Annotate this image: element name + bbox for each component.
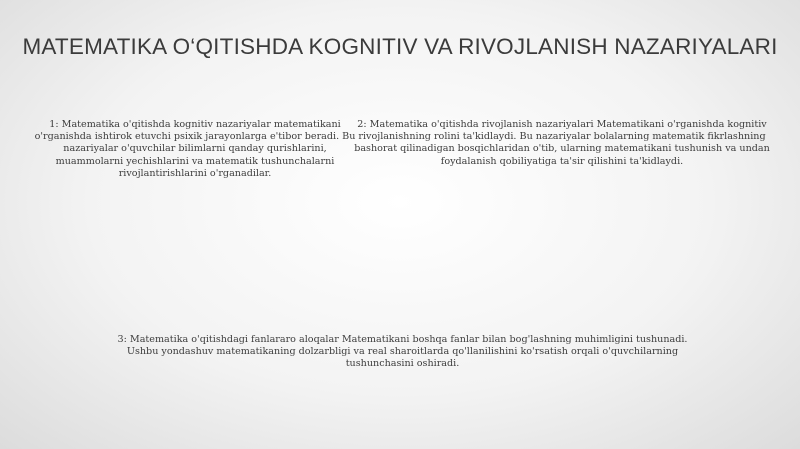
paragraph-interdisciplinary-links: 3: Matematika o'qitishdagi fanlararo aloqalar Matematikani boshqa fanlar bilan bog'lashning muhimligini tushunadi. Ushbu yondashuv matematikaning dolzarbligi va real sharoitlarda qo'llanilishini ko'rsatish orqali o'quvchilarning tushunchasini oshiradi. [117,334,688,370]
paragraph-cognitive-theories: 1: Matematika o'qitishda kognitiv nazariyalar matematikani o'rganishda ishtirok etuvchi psixik jarayonlarga e'tibor beradi. Bu nazariyalar o'quvchilar bilimlarni qanday qurishlarini, muammolarni yechishlarini va matematik tushunchalarni rivojlantirishlarini o'rganadilar. [34,119,356,179]
paragraph-developmental-theories: 2: Matematika o'qitishda rivojlanish nazariyalari Matematikani o'rganishda kognitiv rivojlanishning rolini ta'kidlaydi. Bu nazariyalar bolalarning matematik fikrlashning bashorat qilinadigan bosqichlaridan o'tib, ularning matematikani tushunish va undan foydalanish qobiliyatiga ta'sir qilishini ta'kidlaydi. [354,119,770,167]
slide-title: MATEMATIKA O‘QITISHDA KOGNITIV VA RIVOJLANISH NAZARIYALARI [22,34,778,59]
